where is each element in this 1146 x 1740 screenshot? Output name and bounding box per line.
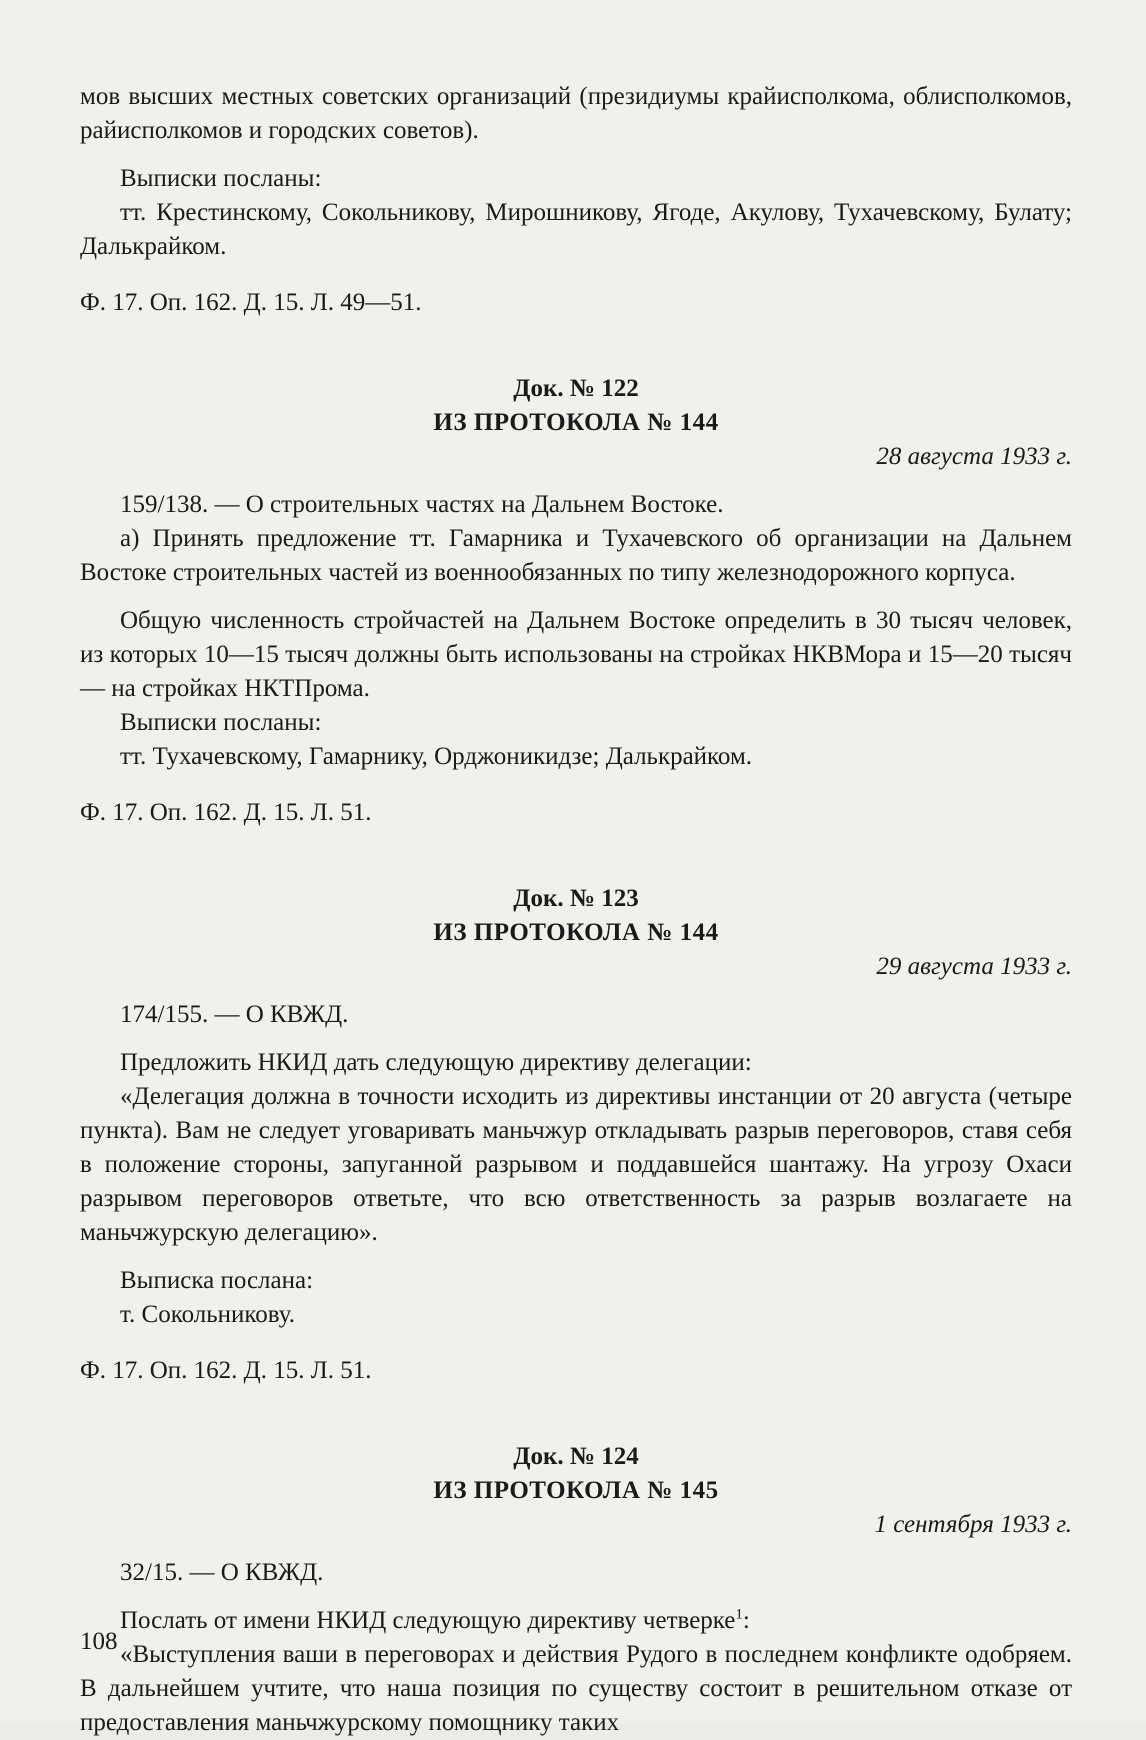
- doc-123-number: Док. № 123: [513, 885, 639, 912]
- doc-123-paragraph-b: «Делегация должна в точности исходить из директивы инстанции от 20 августа (четыре пункта). Вам не следует уговаривать маньчжур откладывать разрыв переговоров, ставя себя в положение стороны, запуганной разрывом и поддавшейся шантажу. На угрозу Охаси разрывом переговоров ответьте, что всю ответственность за разрыв возлагаете на маньчжурскую делегацию».: [80, 1083, 1072, 1246]
- doc-122-extracts-recipients: тт. Тухачевскому, Гамарнику, Орджоникидзе; Далькрайком.: [120, 743, 753, 770]
- doc-122-title: ИЗ ПРОТОКОЛА № 144: [433, 409, 719, 436]
- doc-122-date: 28 августа 1933 г.: [876, 443, 1072, 470]
- extracts-recipients: тт. Крестинскому, Сокольникову, Мирошникову, Ягоде, Акулову, Тухачевскому, Булату; Далькрайком.: [80, 199, 1072, 260]
- doc-124-paragraph-a: [80, 1604, 1072, 1638]
- doc-124-item: 32/15. — О КВЖД.: [120, 1559, 324, 1586]
- extracts-label: Выписки посланы:: [120, 165, 322, 192]
- doc-124-paragraph-a-end: :: [742, 1607, 750, 1634]
- doc-122-paragraph-a: а) Принять предложение тт. Гамарника и Тухачевского об организации на Дальнем Востоке строительных частей из военнообязанных по типу железнодорожного корпуса.: [80, 525, 1072, 586]
- doc-122-archive-reference: Ф. 17. Оп. 162. Д. 15. Л. 51.: [80, 799, 372, 826]
- doc-122-extracts-label: Выписки посланы:: [120, 709, 322, 736]
- doc-122-item: 159/138. — О строительных частях на Дальнем Востоке.: [120, 491, 724, 518]
- page-number: 108: [80, 1628, 118, 1655]
- doc-123-archive-reference: Ф. 17. Оп. 162. Д. 15. Л. 51.: [80, 1357, 372, 1384]
- doc-124-number: Док. № 124: [513, 1443, 639, 1470]
- continuation-text: мов высших местных советских организаций (президиумы крайисполкома, облисполкомов, райисполкомов и городских советов).: [80, 83, 1072, 144]
- doc-123-title: ИЗ ПРОТОКОЛА № 144: [433, 919, 719, 946]
- doc-122-paragraph-b: Общую численность стройчастей на Дальнем Востоке определить в 30 тысяч человек, из которых 10—15 тысяч должны быть использованы на стройках НКВМора и 15—20 тысяч — на стройках НКТПрома.: [80, 607, 1072, 702]
- doc-124-title: ИЗ ПРОТОКОЛА № 145: [433, 1477, 719, 1504]
- doc-123-date: 29 августа 1933 г.: [876, 953, 1072, 980]
- doc-124-date: 1 сентября 1933 г.: [874, 1511, 1072, 1538]
- footnote-marker: 1: [735, 1606, 743, 1623]
- doc-124-paragraph-a-text: Послать от имени НКИД следующую директиву четверке: [120, 1607, 736, 1634]
- doc-123-item: 174/155. — О КВЖД.: [120, 1001, 349, 1028]
- doc-123-paragraph-a: Предложить НКИД дать следующую директиву делегации:: [120, 1049, 752, 1076]
- doc-123-extract-label: Выписка послана:: [120, 1267, 314, 1294]
- doc-122-number: Док. № 122: [513, 375, 639, 402]
- page-content: [80, 80, 1072, 1740]
- doc-123-extract-recipient: т. Сокольникову.: [120, 1301, 295, 1328]
- doc-124-paragraph-b: «Выступления ваши в переговорах и действия Рудого в последнем конфликте одобряем. В дальнейшем учтите, что наша позиция по существу состоит в решительном отказе от предоставления маньчжурскому помощнику таких: [80, 1641, 1072, 1736]
- archive-reference: Ф. 17. Оп. 162. Д. 15. Л. 49—51.: [80, 289, 422, 316]
